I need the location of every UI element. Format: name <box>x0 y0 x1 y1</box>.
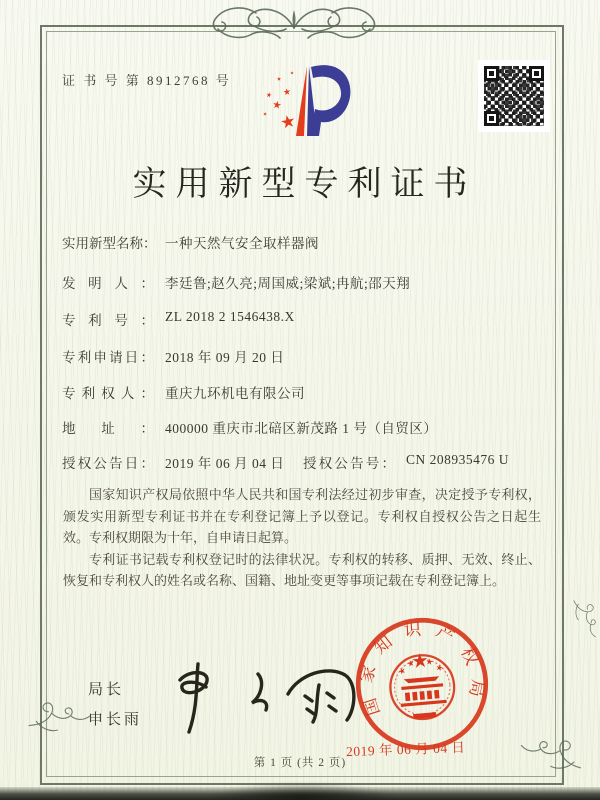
cnipa-patent-logo-icon <box>248 58 368 148</box>
legal-text <box>63 484 541 592</box>
edge-flourish-icon <box>564 592 600 648</box>
qr-code <box>478 60 550 132</box>
scan-shadow-blob <box>210 783 395 800</box>
signer-name: 申长雨 <box>88 712 143 728</box>
signer-title: 局长 <box>88 682 125 698</box>
grant-number-value: CN 208935476 U <box>406 452 510 467</box>
seal-agency-text: 国家知识产权局 <box>356 619 488 718</box>
field-label: 授权公告日： <box>62 456 154 471</box>
field-value: 李廷鲁;赵久亮;周国威;梁斌;冉航;邵天翔 <box>165 276 411 291</box>
filigree-ornament-icon <box>204 2 384 46</box>
field-row-patentee <box>62 382 542 402</box>
qr-code-pattern <box>484 66 544 126</box>
field-label: 专利号： <box>62 313 154 328</box>
field-value: 重庆九环机电有限公司 <box>165 386 305 401</box>
qr-finder-icon <box>529 66 544 81</box>
field-row-filing-date <box>62 346 542 366</box>
field-value: 2019 年 06 月 04 日 <box>165 456 285 471</box>
field-row-patent-number <box>62 309 542 329</box>
field-row-name <box>62 232 542 252</box>
field-row-inventors <box>62 272 542 292</box>
field-value: 一种天然气安全取样器阀 <box>165 236 319 251</box>
field-row-address <box>62 417 542 437</box>
page-footer: 第 1 页 (共 2 页) <box>253 757 347 769</box>
qr-finder-icon <box>484 66 499 81</box>
certificate-number: 证 书 号 第 8912768 号 <box>62 73 232 88</box>
field-label: 发明人： <box>62 276 154 291</box>
signature <box>160 652 375 747</box>
legal-paragraph-2: 专利证书记载专利权登记时的法律状况。专利权的转移、质押、无效、终止、恢复和专利权人的姓名或名称、国籍、地址变更等事项记载在专利登记簿上。 <box>63 551 541 588</box>
field-label: 地址： <box>62 421 154 436</box>
field-value: ZL 2018 2 1546438.X <box>165 309 295 324</box>
certificate-title: 实用新型专利证书 <box>132 166 477 203</box>
qr-finder-icon <box>484 111 499 126</box>
field-value: 400000 重庆市北碚区新茂路 1 号（自贸区） <box>165 421 438 436</box>
grant-number-label: 授权公告号： <box>303 456 395 471</box>
national-emblem-icon <box>388 651 457 722</box>
corner-flourish-icon <box>28 686 98 748</box>
seal-date: 2019 年 06 月 04 日 <box>345 739 466 760</box>
field-label: 实用新型名称： <box>62 236 157 251</box>
field-value: 2018 年 09 月 20 日 <box>165 350 285 365</box>
corner-flourish-icon <box>512 722 584 782</box>
field-label: 专利权人： <box>62 386 154 401</box>
field-label: 专利申请日： <box>62 350 154 365</box>
legal-paragraph-1: 国家知识产权局依照中华人民共和国专利法经过初步审查，决定授予专利权，颁发实用新型专利证书并在专利登记簿上予以登记。专利权自授权公告之日起生效。专利权期限为十年，自申请日起算。 <box>63 487 541 545</box>
